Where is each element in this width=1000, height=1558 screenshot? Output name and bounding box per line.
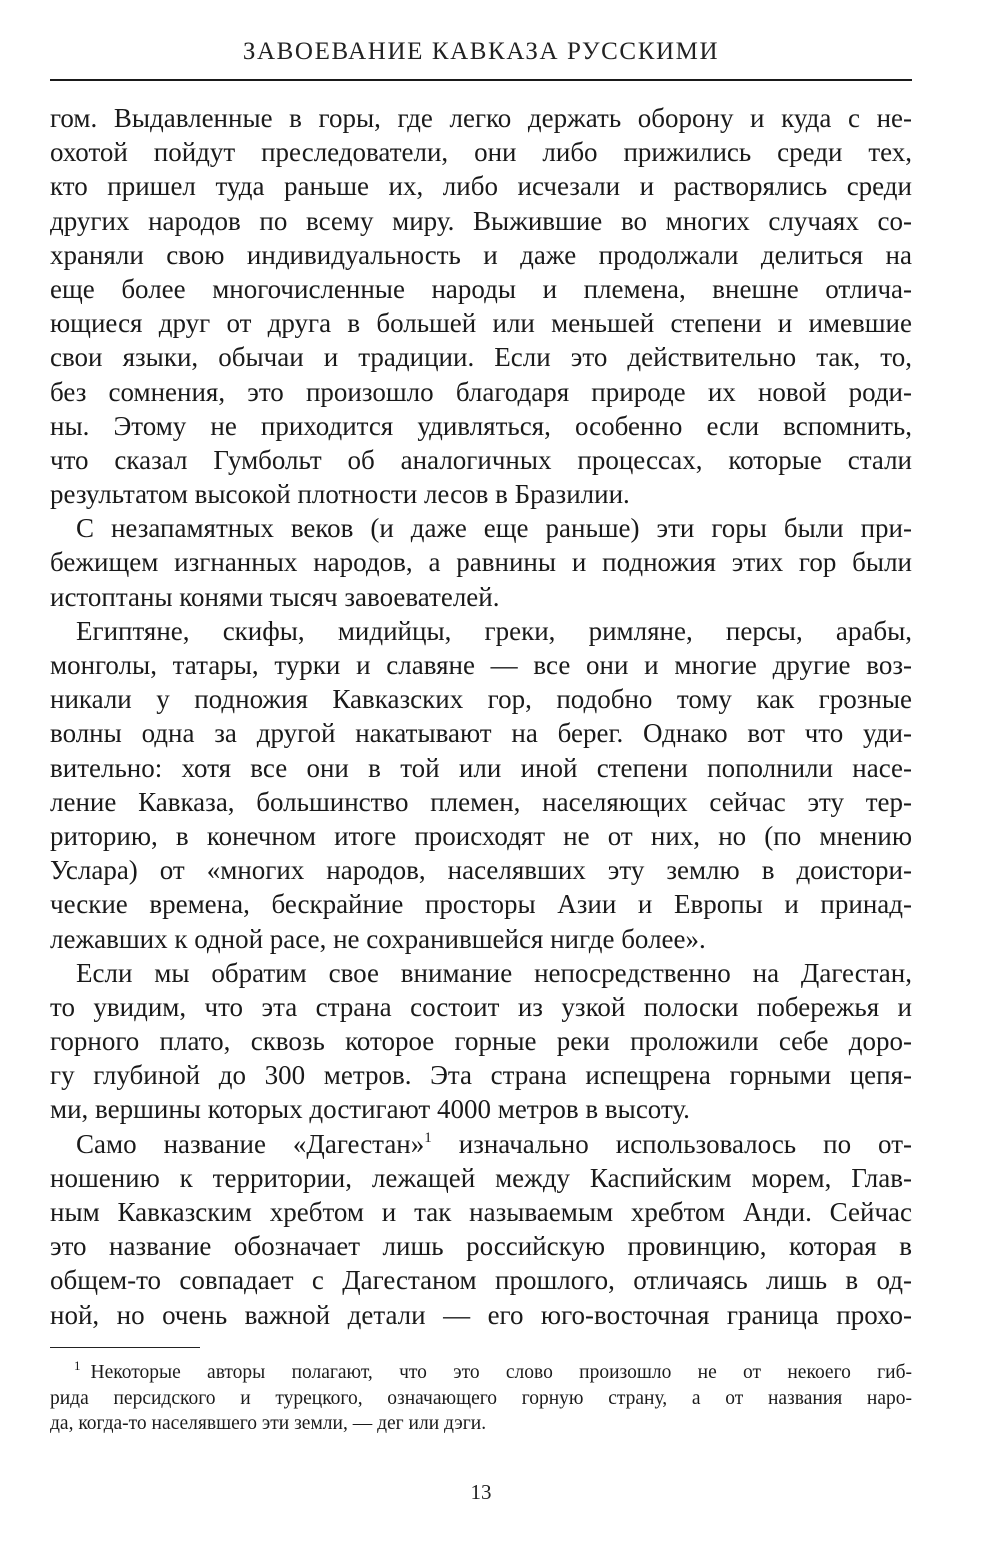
- text-line: истоптаны конями тысяч завоевателей.: [50, 581, 500, 612]
- footnote: [50, 1360, 912, 1437]
- footnote-line: да, когда-то населявшего эти земли, — дег или дэги.: [50, 1413, 487, 1434]
- text-line: лежавших к одной расе, не сохранившейся нигде более».: [50, 923, 706, 954]
- text-line: общем-то совпадает с Дагестаном прошлого, отличаясь лишь в од-: [50, 1265, 912, 1296]
- text-line: что сказал Гумбольт об аналогичных процессах, которые стали: [50, 444, 912, 475]
- text-line: горного плато, сквозь которое горные реки проложили себе доро-: [50, 1026, 912, 1057]
- text-line: волны одна за другой накатывают на берег. Однако вот что уди-: [50, 718, 912, 749]
- footnote-marker: 1: [74, 1358, 81, 1373]
- paragraph-5: [50, 1127, 912, 1332]
- footnote-rule: [50, 1347, 200, 1348]
- paragraph-1: [50, 101, 912, 511]
- text-line: кто пришел туда раньше их, либо исчезали и растворялись среди: [50, 171, 912, 202]
- text-line: без сомнения, это произошло благодаря природе их новой роди-: [50, 376, 912, 407]
- text-line: бежищем изгнанных народов, а равнины и подножия этих гор были: [50, 547, 912, 578]
- text-line: [50, 1127, 912, 1161]
- text-line: монголы, татары, турки и славяне — все они и многие другие воз-: [50, 650, 912, 680]
- text-line: вительно: хотя все они в той или иной степени пополнили насе-: [50, 752, 912, 783]
- text-line: то увидим, что эта страна состоит из узкой полоски побережья и: [50, 991, 912, 1022]
- text-fragment: изначально использовалось по от-: [431, 1128, 912, 1159]
- text-fragment: Само название «Дагестан»: [76, 1128, 425, 1159]
- paragraph-4: [50, 956, 912, 1127]
- text-line: Услара) от «многих народов, населявших эту землю в доистори-: [50, 855, 912, 886]
- text-line: ющиеся друг от друга в большей или меньшей степени и имевшие: [50, 308, 912, 339]
- text-line: ми, вершины которых достигают 4000 метров в высоту.: [50, 1094, 690, 1125]
- text-fragment: Некоторые авторы полагают, что это слово произошло не от некоего гиб-: [90, 1362, 912, 1383]
- footnote-reference[interactable]: 1: [424, 1129, 432, 1146]
- text-line: риторию, в конечном итоге происходят не от них, но (по мнению: [50, 820, 912, 851]
- text-line: это название обозначает лишь российскую провинцию, которая в: [50, 1231, 912, 1262]
- text-line: охотой пойдут преследователи, они либо прижились среди тех,: [50, 137, 912, 168]
- footnote-line: рида персидского и турецкого, означающего горную страну, а от названия наро-: [50, 1387, 912, 1409]
- text-line: гу глубиной до 300 метров. Эта страна испещрена горными цепя-: [50, 1060, 912, 1091]
- paragraph-2: [50, 511, 912, 614]
- body-text: [50, 101, 912, 1332]
- text-line: ной, но очень важной детали — его юго-восточная граница прохо-: [50, 1299, 912, 1330]
- text-line: результатом высокой плотности лесов в Бразилии.: [50, 479, 630, 510]
- text-line: еще более многочисленные народы и племена, внешне отлича-: [50, 273, 912, 304]
- book-page: [50, 0, 912, 1558]
- paragraph-3: [50, 614, 912, 956]
- text-line: С незапамятных веков (и даже еще раньше) эти горы были при-: [76, 513, 912, 544]
- text-line: других народов по всему миру. Выжившие во многих случаях со-: [50, 205, 912, 236]
- text-line: Египтяне, скифы, мидийцы, греки, римляне, персы, арабы,: [76, 615, 912, 646]
- text-line: ным Кавказским хребтом и так называемым хребтом Анди. Сейчас: [50, 1197, 912, 1227]
- text-line: ческие времена, бескрайние просторы Азии и Европы и принад-: [50, 889, 912, 920]
- page-number: 13: [470, 1480, 492, 1504]
- text-line: гом. Выдавленные в горы, где легко держать оборону и куда с не-: [50, 103, 912, 133]
- text-line: свои языки, обычаи и традиции. Если это действительно так, то,: [50, 342, 912, 373]
- header-rule: [50, 79, 912, 81]
- text-line: ление Кавказа, большинство племен, населяющих сейчас эту тер-: [50, 786, 912, 817]
- text-line: храняли свою индивидуальность и даже продолжали делиться на: [50, 239, 912, 270]
- text-line: ношению к территории, лежащей между Каспийским морем, Глав-: [50, 1162, 912, 1193]
- text-line: Если мы обратим свое внимание непосредственно на Дагестан,: [76, 957, 912, 988]
- running-head: ЗАВОЕВАНИЕ КАВКАЗА РУССКИМИ: [242, 38, 720, 65]
- footnote-line: [50, 1360, 912, 1386]
- text-line: ны. Этому не приходится удивляться, особенно если вспомнить,: [50, 410, 912, 441]
- text-line: никали у подножия Кавказских гор, подобно тому как грозные: [50, 684, 912, 715]
